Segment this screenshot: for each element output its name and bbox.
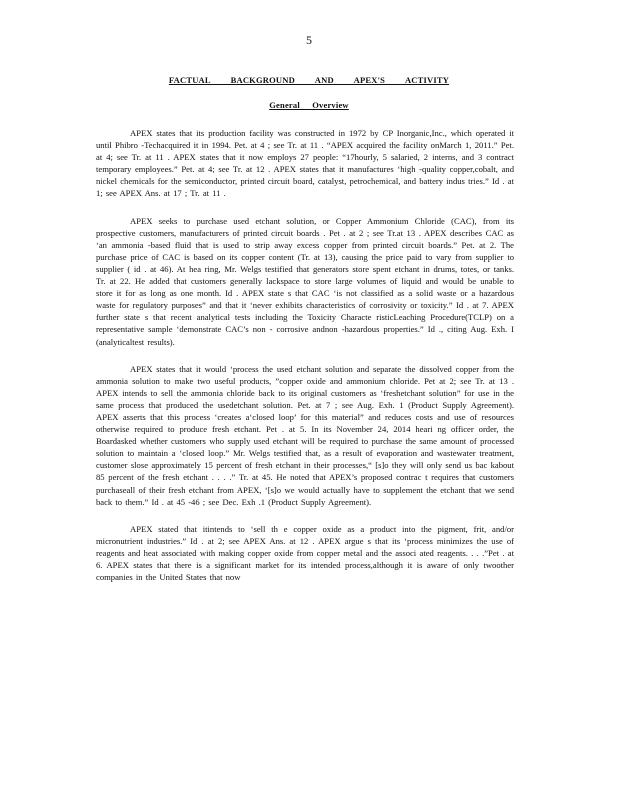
section-heading: FACTUAL BACKGROUND AND APEX'S ACTIVITY (168, 75, 450, 85)
subsection-heading: General Overview (269, 100, 349, 110)
paragraph-etchant-purchase: APEX seeks to purchase used etchant solution, or Copper Ammonium Chloride (CAC), from its prospective customers, manufacturers of printed circuit boards . Pet . at 2 ; see Tr.at 13 . APEX describes CAC as ‘an ammonia -based fluid that is used to strip away excess copper from printed circuit boards.” Pet. at 2. The purchase price of CAC is based on its copper content (Tr. at 13), causing the price paid to vary from supplier to supplier ( id . at 46). At hea ring, Mr. Welgs testified that generators store spent etchant in drums, totes, or tanks. Tr. at 22. He added that customers generally lackspace to store large volumes of liquid and would be unable to store it for as long as one month. Id . APEX state s that CAC ‘is not classified as a solid waste or a hazardous waste for regulatory purposes” and that it ‘never exhibits characteristics of corrosivity or toxicity.” Id . at 7. APEX further state s that recent analytical tests including the Toxicity Characte risticLeaching Procedure(TCLP) on a representative sample ‘demonstrate CAC’s non - corrosive andnon -hazardous properties.” Id ., citing Aug. Exh. I (analyticaltest results). (96, 215, 514, 347)
paragraph-production-facility: APEX states that its production facility was constructed in 1972 by CP Inorganic,Inc., which operated it until Phibro -Techacquired it in 1994. Pet. at 4 ; see Tr. at 11 . “APEX acquired the facility onMarch 1, 2011.” Pet. at 4; see Tr. at 11 . APEX states that it now employs 27 people: “17hourly, 5 salaried, 2 interns, and 3 contract temporary employees.” Pet. at 4; see Tr. at 12 . APEX states that it manufactures ‘high -quality copper,cobalt, and nickel chemicals for the semiconductor, printed circuit board, catalyst, petrochemical, and battery indus tries.” Id . at 1; see APEX Ans. at 17 ; Tr. at 11 . (96, 128, 514, 199)
paragraph-copper-oxide-market: APEX stated that itintends to ‘sell th e copper oxide as a product into the pigment, frit, and/or micronutrient industries.” Id . at 2; see APEX Ans. at 12 . APEX argue s that its ‘process minimizes the use of reagents and heat associated with making copper oxide from copper metal and the associ ated reagents. . . .”Pet . at 6. APEX states that there is a significant market for its intended process,although it is aware of only twoother companies in the United States that now (96, 523, 514, 583)
body-text (96, 127, 514, 598)
paragraph-closed-loop-process: APEX states that it would ‘process the used etchant solution and separate the dissolved copper from the ammonia solution to make two useful products, ”copper oxide and ammonium chloride. Pet at 2; see Tr. at 13 . APEX intends to sell the ammonia chloride back to its original customers as ‘freshetchant solution” for use in the same process that produced the usedetchant solution. Pet. at 7 ; see Aug. Exh. 1 (Product Supply Agreement). APEX asserts that this process ‘creates a‘closed loop’ for this material” and reduces costs and use of resources otherwise required to produce fresh etchant. Pet . at 5. In its November 24, 2014 heari ng officer order, the Boardasked whether customers who supply used etchant will be required to purchase the same amount of processed solution to maintain a ‘closed loop.” Mr. Welgs testified that, as a result of evaporation and wastewater treatment, customer slose approximately 15 percent of fresh etchant in their processes,“ [s]o they will only send us bac kabout 85 percent of the fresh etchant . . . .” Tr. at 45. He noted that APEX’s proposed contrac t requires that customers purchaseall of their fresh etchant from APEX, ‘[s]o we would actually have to supplement the etchant that we send back to them.” Id . at 45 -46 ; see Dec. Exh .1 (Product Supply Agreement). (96, 363, 514, 507)
page-number: 5 (306, 33, 312, 47)
